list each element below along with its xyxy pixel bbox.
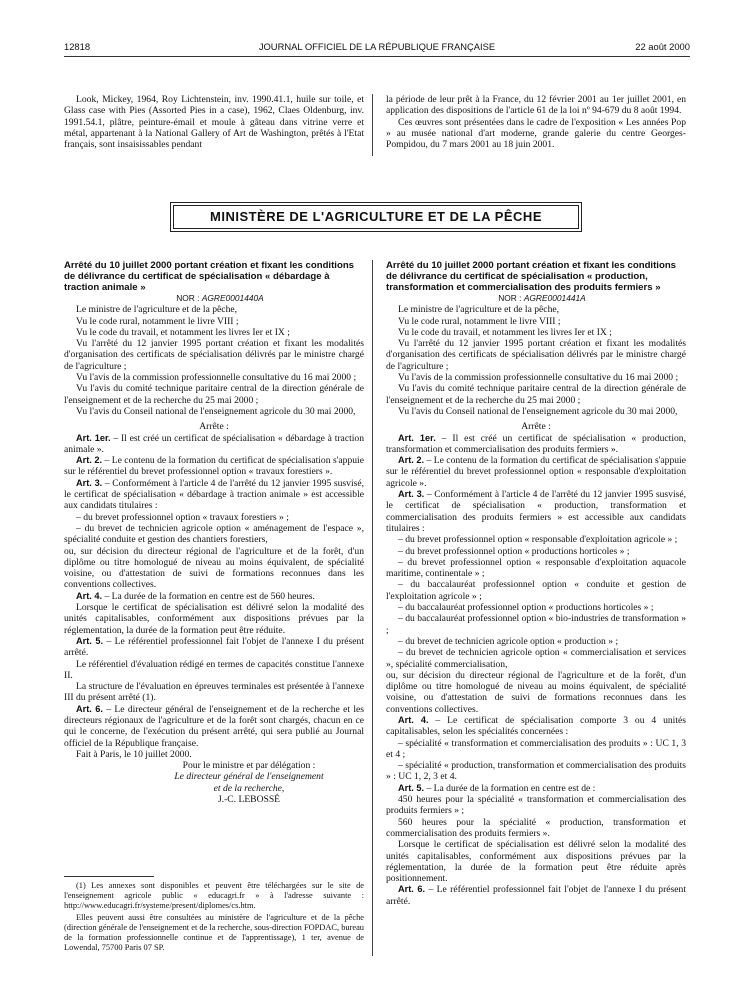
right-art5: [386, 783, 686, 794]
left-art4: [64, 591, 364, 602]
ministry-banner: [170, 202, 582, 232]
left-art6-label: Art. 6.: [76, 703, 103, 714]
right-art5-text: – La durée de la formation en centre est de :: [424, 782, 596, 794]
left-visa-3: Vu le code du travail, et notamment les livres Ier et IX ;: [76, 326, 290, 338]
right-art4-label: Art. 4.: [398, 714, 429, 725]
right-art3-label: Art. 3.: [398, 489, 425, 500]
left-visa-2: Vu le code rural, notamment le livre VIII ;: [76, 315, 239, 327]
right-art4: [386, 715, 686, 738]
footnote-2: Elles peuvent aussi être consultées au ministère de l'agriculture et de la pêche (direction générale de l'enseignement et de la recherche, sous-direction FOPDAC, bureau de la formation professionnelle continue et de l'apprentissage), 1 ter, avenue de Lowendal, 75700 Paris 07 SP.: [64, 913, 364, 952]
right-art1-label: Art. 1er.: [398, 432, 436, 443]
top-right-column: [386, 94, 686, 150]
left-art3-label: Art. 3.: [76, 477, 103, 488]
right-visa-2: Vu le code rural, notamment le livre VIII ;: [398, 315, 561, 327]
right-nor: [386, 293, 686, 304]
right-art6: [386, 884, 686, 907]
left-art1: [64, 433, 364, 456]
ministry-title: MINISTÈRE DE L'AGRICULTURE ET DE LA PÊCHE: [210, 209, 542, 224]
right-visa-1: Le ministre de l'agriculture et de la pêche,: [398, 304, 560, 316]
right-nor-label: NOR :: [498, 293, 522, 303]
main-column-divider: [372, 260, 373, 956]
left-visa-1: Le ministre de l'agriculture et de la pêche,: [76, 304, 238, 316]
right-art3-text: – Conformément à l'article 4 de l'arrêté du 12 janvier 1995 susvisé, le certificat de spécialisation « production, transformation et commercialisation des produits fermiers » est accessible aux candidats titulaires :: [386, 489, 686, 534]
right-art2: [386, 455, 686, 489]
left-art2-label: Art. 2.: [76, 455, 103, 466]
right-art4-text: – Le certificat de spécialisation comporte 3 ou 4 unités capitalisables, selon les spécialités concernées :: [386, 714, 686, 738]
left-visa-5: Vu l'avis de la commission professionnelle consultative du 16 mai 2000 ;: [76, 372, 357, 384]
left-decree-title: Arrêté du 10 juillet 2000 portant création et fixant les conditions de délivrance du certificat de spécialisation « débardage à traction animale »: [64, 260, 355, 293]
right-art4-item-1: – spécialité « transformation et commercialisation des produits » : UC 1, 3 et 4 ;: [386, 737, 686, 760]
right-art3-tail: ou, sur décision du directeur régional de l'agriculture et de la forêt, d'un diplôme ou titre homologué de niveau au moins équivalent, de spécialité voisine, ou d'attestation de suivi de formations reconnues dans les conventions collectives.: [386, 669, 686, 715]
right-art2-label: Art. 2.: [398, 455, 425, 466]
left-art6: [64, 704, 364, 749]
right-visa-7: Vu l'avis du Conseil national de l'enseignement agricole du 30 mai 2000,: [398, 405, 678, 417]
right-art4-item-2: – spécialité « production, transformation et commercialisation des produits » : UC 1, 2, 3 et 4.: [386, 760, 686, 783]
left-art3-item-2: – du brevet de technicien agricole option « aménagement de l'espace », spécialité conduite et gestion des chantiers forestiers,: [64, 522, 364, 546]
right-art6-text: – Le référentiel professionnel fait l'objet de l'annexe I du présent arrêté.: [386, 884, 686, 907]
top-column-divider: [372, 94, 373, 156]
left-art5-label: Art. 5.: [76, 635, 104, 646]
left-visa-7: Vu l'avis du Conseil national de l'enseignement agricole du 30 mai 2000,: [76, 405, 356, 417]
footnote: [64, 881, 364, 955]
left-nor-code: AGRE0001440A: [201, 293, 264, 303]
left-art5-text: – Le référentiel professionnel fait l'objet de l'annexe I du présent arrêté.: [64, 635, 364, 659]
left-art2: [64, 455, 364, 478]
left-signature-4: J.-C. LEBOSSÉ: [217, 794, 281, 806]
left-decree: [64, 260, 364, 805]
left-art4-text: – La durée de la formation en centre est de 560 heures.: [102, 590, 315, 602]
left-arrete: Arrête :: [199, 421, 229, 433]
left-art1-label: Art. 1er.: [76, 432, 111, 443]
right-visa-5: Vu l'avis de la commission professionnelle consultative du 16 mai 2000 ;: [398, 372, 679, 384]
right-art3: [386, 489, 686, 534]
left-art1-text: – Il est créé un certificat de spécialisation « débardage à traction animale ».: [64, 432, 364, 455]
top-left-paragraph: Look, Mickey, 1964, Roy Lichtenstein, inv. 1990.41.1, huile sur toile, et Glass case with Pies (Assorted Pies in a case), 1962, Claes Oldenburg, inv. 1991.54.1, plâtre, peinture-émail et moule à gâteau dans vitrine verre et métal, appartenant à la National Gallery of Art de Washington, prêtés à l'Etat français, sont insaisissables pendant: [64, 94, 364, 151]
right-decree-title: Arrêté du 10 juillet 2000 portant création et fixant les conditions de délivrance du certificat de spécialisation « production, transformation et commercialisation des produits fermiers »: [386, 260, 677, 293]
left-art4-p2: Lorsque le certificat de spécialisation est délivré selon la modalité des unités capitalisables, conformément aux dispositions prévues par la réglementation, la durée de la formation peut être réduite.: [64, 602, 364, 636]
left-art3: [64, 478, 364, 512]
right-art1: [386, 433, 686, 456]
left-art5: [64, 636, 364, 659]
left-art3-text: – Conformément à l'article 4 de l'arrêté du 12 janvier 1995 susvisé, le certificat de spécialisation « débardage à traction animale » est accessible aux candidats titulaires :: [64, 477, 364, 512]
running-header: [64, 41, 690, 55]
footnote-1: (1) Les annexes sont disponibles et peuvent être téléchargées sur le site de l'enseignement agricole public « educagri.fr » à l'adresse suivante : http://www.educagri.fr/systeme/present/diplomes/cs.htm.: [64, 881, 364, 910]
right-art3-item-7: – du brevet de technicien agricole option « production » ;: [398, 635, 619, 647]
right-visa-4: Vu l'arrêté du 12 janvier 1995 portant création et fixant les modalités d'organisation des certificats de spécialisation délivrés par le ministre chargé de l'agriculture ;: [386, 338, 686, 372]
right-art3-item-1: – du brevet professionnel option « responsable d'exploitation agricole » ;: [398, 534, 678, 546]
right-art2-text: – Le contenu de la formation du certificat de spécialisation s'appuie sur le référentiel du brevet professionnel option « responsable d'exploitation agricole ».: [386, 455, 686, 489]
right-art5-label: Art. 5.: [398, 782, 425, 793]
top-right-paragraph-2: Ces œuvres sont présentées dans le cadre de l'exposition « Les années Pop » au musée national d'art moderne, grande galerie du centre Georges-Pompidou, du 7 mars 2001 au 18 juin 2001.: [386, 116, 686, 151]
right-art1-text: – Il est créé un certificat de spécialisation « production, transformation et commercialisation des produits fermiers ».: [386, 432, 686, 455]
right-visa-3: Vu le code du travail, et notamment les livres Ier et IX ;: [398, 326, 612, 338]
left-signature-2: Le directeur général de l'enseignement: [174, 771, 324, 783]
right-art3-item-5: – du baccalauréat professionnel option « productions horticoles » ;: [398, 602, 654, 614]
right-decree: [386, 260, 686, 907]
issue-date: 22 août 2000: [635, 41, 690, 52]
right-art3-item-4: – du baccalauréat professionnel option « conduite et gestion de l'exploitation agricole » ;: [386, 579, 686, 602]
left-art5-p2: Le référentiel d'évaluation rédigé en termes de capacités constitue l'annexe II.: [64, 658, 364, 681]
right-art5-p4: Lorsque le certificat de spécialisation est délivré selon la modalité des unités capitalisables, conformément aux dispositions prévues par la réglementation, la durée de la formation peut être réduite après positionnement.: [386, 839, 686, 885]
right-art3-item-8: – du brevet de technicien agricole option « commercialisation et services », spécialité commercialisation,: [386, 647, 686, 670]
right-art3-item-3: – du brevet professionnel option « responsable d'exploitation aquacole maritime, continentale » ;: [386, 556, 686, 580]
left-signature-1: Pour le ministre et par délégation :: [182, 760, 316, 772]
left-art3-tail: ou, sur décision du directeur régional de l'agriculture et de la forêt, d'un diplôme ou titre homologué de niveau au moins équivalent, de spécialité voisine, ou d'attestation de suivi de formations reconnues dans les conventions collectives.: [64, 545, 364, 591]
footnote-rule: [64, 876, 154, 877]
right-art3-item-2: – du brevet professionnel option « productions horticoles » ;: [398, 545, 630, 557]
right-arrete: Arrête :: [521, 421, 551, 433]
right-art5-p3: 560 heures pour la spécialité « production, transformation et commercialisation des produits fermiers ».: [386, 816, 686, 839]
page-number: 12818: [64, 41, 91, 52]
journal-title: JOURNAL OFFICIEL DE LA RÉPUBLIQUE FRANÇAISE: [258, 41, 496, 52]
right-art5-p2: 450 heures pour la spécialité « transformation et commercialisation des produits fermiers » ;: [386, 794, 686, 817]
left-art3-item-1: – du brevet professionnel option « travaux forestiers » ;: [76, 511, 289, 523]
left-art4-label: Art. 4.: [76, 590, 103, 601]
top-left-column: [64, 94, 364, 150]
right-art3-item-6: – du baccalauréat professionnel option « bio-industries de transformation » ;: [386, 613, 686, 636]
header-rule: [64, 56, 690, 57]
top-right-paragraph-1: la période de leur prêt à la France, du 12 février 2001 au 1er juillet 2001, en application des dispositions de l'article 61 de la loi nº 94-679 du 8 août 1994.: [386, 94, 686, 117]
left-nor-label: NOR :: [176, 293, 200, 303]
left-visa-6: Vu l'avis du comité technique paritaire central de la direction générale de l'enseignement et de la recherche du 25 mai 2000 ;: [64, 383, 364, 406]
right-visa-6: Vu l'avis du comité technique paritaire central de la direction générale de l'enseignement et de la recherche du 25 mai 2000 ;: [386, 383, 686, 406]
right-nor-code: AGRE0001441A: [523, 293, 586, 303]
left-art5-p3: La structure de l'évaluation en épreuves terminales est présentée à l'annexe III du présent arrêté (1).: [64, 681, 364, 704]
right-art6-label: Art. 6.: [398, 884, 426, 895]
left-art2-text: – Le contenu de la formation du certificat de spécialisation s'appuie sur le référentiel du brevet professionnel option « travaux forestiers ».: [64, 455, 364, 478]
left-signature-3: et de la recherche,: [213, 782, 285, 794]
left-visa-4: Vu l'arrêté du 12 janvier 1995 portant création et fixant les modalités d'organisation des certificats de spécialisation délivrés par le ministre chargé de l'agriculture ;: [64, 338, 364, 372]
left-art6-text: – Le directeur général de l'enseignement et de la recherche et les directeurs régionaux de l'agriculture et de la forêt sont chargés, chacun en ce qui le concerne, de l'exécution du présent arrêté, qui sera publié au Journal officiel de la République française.: [64, 703, 364, 749]
left-nor: [64, 293, 364, 304]
left-fait: Fait à Paris, le 10 juillet 2000.: [76, 748, 192, 760]
